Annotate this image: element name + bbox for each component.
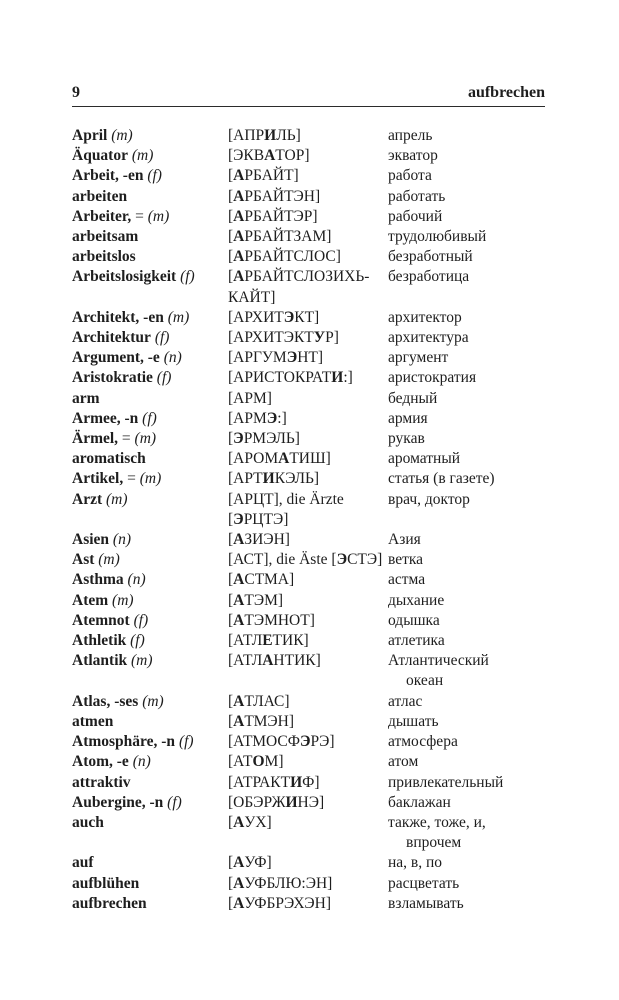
entry-translation: [388, 389, 545, 409]
translation-line: Атлантический: [388, 652, 489, 670]
entry-transcription: [228, 409, 388, 429]
entry-word: arbeitsam: [72, 228, 139, 246]
transcription-line: [АСТМА]: [228, 571, 295, 589]
entry-transcription: [228, 793, 388, 813]
translation-line: также, тоже, и,: [388, 813, 486, 831]
entry-row: [72, 894, 545, 914]
translation-line: взламывать: [388, 894, 464, 912]
entry-transcription: [228, 187, 388, 207]
entry-transcription: [228, 570, 388, 590]
gender-marker: (m): [94, 551, 120, 569]
entry-transcription: [228, 712, 388, 732]
transcription-line: [АРХИТЭКТУР]: [228, 329, 339, 347]
entry-transcription: [228, 227, 388, 247]
entry-translation: [388, 429, 545, 449]
headword: Atmosphäre, -n: [72, 733, 176, 751]
entry-transcription: [228, 631, 388, 651]
translation-line: армия: [388, 409, 428, 427]
entry-translation: [388, 530, 545, 550]
entry-row: [72, 429, 545, 449]
entry-transcription: [228, 267, 388, 307]
entry-translation: [388, 651, 545, 691]
transcription-line: [АРОМАТИШ]: [228, 450, 331, 468]
entry-row: [72, 449, 545, 469]
entry-translation: [388, 166, 545, 186]
headword: Ast: [72, 551, 95, 569]
headword: Atlantik: [72, 652, 128, 670]
translation-line: привлекательный: [388, 773, 504, 791]
translation-line: архитектура: [388, 329, 469, 347]
headword: Aristokratie: [72, 369, 153, 387]
gender-marker: (m): [163, 308, 190, 326]
transcription-line: [АРГУМЭНТ]: [228, 349, 324, 367]
entry-translation: [388, 126, 545, 146]
entry-transcription: [228, 429, 388, 449]
transcription-line: [АРИСТОКРАТИ:]: [228, 369, 353, 387]
entry-word: [72, 368, 228, 388]
entry-row: [72, 813, 545, 853]
gender-marker: (f): [150, 329, 170, 347]
entry-translation: [388, 409, 545, 429]
plural-equals-sign: =: [131, 207, 144, 225]
translation-line: Азия: [388, 531, 421, 549]
translation-line: ароматный: [388, 450, 461, 468]
entry-transcription: [228, 853, 388, 873]
entry-word: [72, 207, 228, 227]
headword: Asthma: [72, 571, 124, 589]
transcription-line: [АТЭМНОТ]: [228, 611, 315, 629]
entry-translation: [388, 732, 545, 752]
headword: Architektur: [72, 329, 151, 347]
entry-transcription: [228, 126, 388, 146]
headword: Ärmel,: [72, 430, 119, 448]
headword: Atemnot: [72, 611, 130, 629]
entry-word: [72, 651, 228, 671]
gender-marker: (m): [138, 692, 164, 710]
entry-translation: [388, 712, 545, 732]
entry-word: [72, 267, 228, 287]
entry-translation: [388, 773, 545, 793]
transcription-line: [АРБАЙТ]: [228, 167, 299, 185]
entry-row: [72, 631, 545, 651]
plural-equals-sign: =: [123, 470, 136, 488]
entry-row: [72, 732, 545, 752]
entry-list: [72, 126, 545, 914]
entry-translation: [388, 328, 545, 348]
entry-translation: [388, 207, 545, 227]
transcription-line: [АТРАКТИФ]: [228, 773, 320, 791]
transcription-line: [АУХ]: [228, 813, 272, 831]
transcription-line: [АТЭМ]: [228, 591, 284, 609]
entry-row: [72, 853, 545, 873]
gender-marker: (n): [159, 349, 182, 367]
entry-translation: [388, 611, 545, 631]
plural-equals-sign: =: [118, 430, 131, 448]
header-rule: [72, 106, 545, 107]
transcription-line: [АЗИЭН]: [228, 531, 290, 549]
translation-line: безработный: [388, 248, 473, 266]
translation-line: архитектор: [388, 308, 462, 326]
entry-word: arbeiten: [72, 187, 128, 205]
headword: Arbeit, -en: [72, 167, 144, 185]
headword: Argument, -e: [72, 349, 160, 367]
entry-translation: [388, 490, 545, 510]
entry-word: [72, 752, 228, 772]
transcription-line: [АРБАЙТЭН]: [228, 187, 321, 205]
translation-line: экватор: [388, 147, 438, 165]
translation-line: трудолюбивый: [388, 228, 487, 246]
entry-row: [72, 651, 545, 691]
gender-marker: (f): [175, 733, 194, 751]
transcription-line: [ЭРМЭЛЬ]: [228, 430, 300, 448]
entry-row: [72, 409, 545, 429]
entry-transcription: [228, 247, 388, 267]
gender-marker: (n): [128, 753, 151, 771]
transcription-line: [АУФБЛЮ:ЭН]: [228, 874, 333, 892]
headword: Arbeiter,: [72, 207, 132, 225]
gender-marker: (f): [143, 167, 162, 185]
headword: Atem: [72, 591, 109, 609]
entry-word: [72, 348, 228, 368]
entry-word: aufbrechen: [72, 894, 147, 912]
entry-row: [72, 712, 545, 732]
transcription-line: [АТЛАНТИК]: [228, 652, 321, 670]
translation-line: впрочем: [406, 834, 462, 852]
headword: Athletik: [72, 632, 127, 650]
entry-word: [72, 793, 228, 813]
entry-transcription: [228, 651, 388, 671]
entry-word: auf: [72, 854, 94, 872]
translation-line: астма: [388, 571, 426, 589]
entry-translation: [388, 449, 545, 469]
gender-marker: (f): [163, 793, 182, 811]
translation-line: рабочий: [388, 207, 443, 225]
entry-transcription: [228, 348, 388, 368]
entry-translation: [388, 368, 545, 388]
entry-translation: [388, 267, 545, 287]
entry-transcription: [228, 308, 388, 328]
headword: Architekt, -en: [72, 308, 164, 326]
translation-line: апрель: [388, 127, 433, 144]
entry-row: [72, 591, 545, 611]
gender-marker: (m): [135, 470, 162, 488]
entry-row: [72, 187, 545, 207]
entry-transcription: [228, 207, 388, 227]
entry-row: [72, 793, 545, 813]
entry-word: [72, 146, 228, 166]
entry-transcription: [228, 368, 388, 388]
entry-word: [72, 631, 228, 651]
entry-word: [72, 611, 228, 631]
headword: Atom, -e: [72, 753, 129, 771]
entry-transcription: [228, 894, 388, 914]
entry-transcription: [228, 146, 388, 166]
entry-row: [72, 126, 545, 146]
entry-row: [72, 692, 545, 712]
gender-marker: (n): [123, 571, 146, 589]
transcription-line: КАЙТ]: [228, 288, 276, 306]
transcription-line: [АРТИКЭЛЬ]: [228, 470, 320, 488]
entry-word: [72, 328, 228, 348]
entry-word: aufblühen: [72, 874, 140, 892]
transcription-line: [АРБАЙТЭР]: [228, 207, 318, 225]
entry-translation: [388, 348, 545, 368]
entry-translation: [388, 308, 545, 328]
entry-transcription: [228, 813, 388, 833]
entry-translation: [388, 550, 545, 570]
entry-word: attraktiv: [72, 773, 131, 791]
entry-word: [72, 429, 228, 449]
translation-line: аристократия: [388, 369, 477, 387]
translation-line: рукав: [388, 430, 425, 448]
entry-row: [72, 348, 545, 368]
translation-line: атом: [388, 753, 419, 771]
gender-marker: (f): [126, 632, 145, 650]
entry-transcription: [228, 530, 388, 550]
entry-row: [72, 550, 545, 570]
entry-word: [72, 490, 228, 510]
entry-word: [72, 126, 228, 146]
translation-line: расцветать: [388, 874, 460, 892]
entry-row: [72, 570, 545, 590]
entry-transcription: [228, 732, 388, 752]
gender-marker: (m): [130, 430, 157, 448]
entry-translation: [388, 793, 545, 813]
entry-row: [72, 469, 545, 489]
entry-word: arm: [72, 389, 100, 407]
entry-transcription: [228, 874, 388, 894]
transcription-line: [АРЦТ], die Ärzte: [228, 490, 344, 508]
entry-translation: [388, 227, 545, 247]
transcription-line: [АРБАЙТЗАМ]: [228, 228, 332, 246]
entry-translation: [388, 853, 545, 873]
entry-row: [72, 308, 545, 328]
headword: Asien: [72, 531, 110, 549]
entry-translation: [388, 692, 545, 712]
headword: Arbeitslosigkeit: [72, 268, 177, 286]
entry-word: auch: [72, 813, 104, 831]
translation-line: атлас: [388, 692, 423, 710]
transcription-line: [АПРИЛЬ]: [228, 127, 301, 144]
translation-line: статья (в газете): [388, 470, 495, 488]
entry-translation: [388, 247, 545, 267]
entry-translation: [388, 591, 545, 611]
translation-line: океан: [406, 672, 444, 690]
transcription-line: [АРХИТЭКТ]: [228, 308, 320, 326]
headword: Arzt: [72, 490, 103, 508]
entry-translation: [388, 570, 545, 590]
headword: Aubergine, -n: [72, 793, 164, 811]
entry-transcription: [228, 490, 388, 530]
entry-word: [72, 530, 228, 550]
entry-transcription: [228, 692, 388, 712]
translation-line: одышка: [388, 611, 440, 629]
entry-row: [72, 773, 545, 793]
transcription-line: [ЭКВАТОР]: [228, 147, 310, 165]
entry-translation: [388, 187, 545, 207]
translation-line: дыхание: [388, 591, 445, 609]
entry-transcription: [228, 773, 388, 793]
translation-line: дышать: [388, 712, 439, 730]
gender-marker: (m): [107, 127, 133, 144]
gender-marker: (m): [108, 591, 134, 609]
entry-row: [72, 530, 545, 550]
entry-transcription: [228, 469, 388, 489]
entry-translation: [388, 813, 545, 853]
entry-translation: [388, 874, 545, 894]
translation-line: работать: [388, 187, 446, 205]
entry-word: [72, 409, 228, 429]
page-number: 9: [72, 84, 80, 101]
entry-word: atmen: [72, 712, 114, 730]
transcription-line: [АРБАЙТСЛОЗИХЬ-: [228, 268, 370, 286]
entry-translation: [388, 469, 545, 489]
entry-row: [72, 207, 545, 227]
gender-marker: (f): [152, 369, 172, 387]
entry-translation: [388, 894, 545, 914]
headword: Atlas, -ses: [72, 692, 139, 710]
entry-word: [72, 469, 228, 489]
transcription-line: [АРМ]: [228, 389, 272, 407]
entry-row: [72, 874, 545, 894]
entry-transcription: [228, 449, 388, 469]
transcription-line: [АРБАЙТСЛОС]: [228, 248, 341, 266]
entry-row: [72, 389, 545, 409]
header-keyword: aufbrechen: [467, 84, 545, 101]
entry-translation: [388, 631, 545, 651]
translation-line: ветка: [388, 551, 424, 569]
gender-marker: (n): [109, 531, 131, 549]
entry-row: [72, 368, 545, 388]
transcription-line: [АУФБРЭХЭН]: [228, 894, 331, 912]
transcription-line: [АТМОСФЭРЭ]: [228, 733, 335, 751]
entry-row: [72, 247, 545, 267]
transcription-line: [АТЛЕТИК]: [228, 632, 309, 650]
entry-row: [72, 227, 545, 247]
entry-word: [72, 166, 228, 186]
gender-marker: (f): [176, 268, 195, 286]
gender-marker: (m): [143, 207, 170, 225]
transcription-line: [АСТ], die Äste [ЭСТЭ]: [228, 551, 383, 569]
gender-marker: (m): [127, 652, 153, 670]
transcription-line: [АУФ]: [228, 854, 272, 872]
transcription-line: [АТОМ]: [228, 753, 284, 771]
headword: Artikel,: [72, 470, 124, 488]
entry-row: [72, 490, 545, 530]
gender-marker: (m): [102, 490, 128, 508]
headword: Äquator: [72, 147, 128, 165]
headword: Armee, -n: [72, 409, 139, 427]
page-header: [72, 85, 545, 101]
entry-transcription: [228, 550, 388, 570]
entry-transcription: [228, 611, 388, 631]
entry-row: [72, 267, 545, 307]
transcription-line: [АРМЭ:]: [228, 409, 287, 427]
entry-transcription: [228, 752, 388, 772]
entry-row: [72, 752, 545, 772]
entry-row: [72, 611, 545, 631]
entry-transcription: [228, 328, 388, 348]
transcription-line: [ОБЭРЖИНЭ]: [228, 793, 325, 811]
translation-line: на, в, по: [388, 854, 443, 872]
gender-marker: (f): [129, 611, 149, 629]
transcription-line: [ЭРЦТЭ]: [228, 510, 289, 528]
translation-line: врач, доктор: [388, 490, 470, 508]
entry-transcription: [228, 166, 388, 186]
entry-translation: [388, 146, 545, 166]
entry-translation: [388, 752, 545, 772]
transcription-line: [АТМЭН]: [228, 712, 295, 730]
translation-line: баклажан: [388, 793, 451, 811]
entry-transcription: [228, 591, 388, 611]
headword: April: [72, 127, 108, 144]
gender-marker: (m): [127, 147, 154, 165]
entry-word: [72, 732, 228, 752]
translation-line: атмосфера: [388, 733, 458, 751]
translation-line: безработица: [388, 268, 470, 286]
entry-word: [72, 308, 228, 328]
entry-word: aromatisch: [72, 450, 146, 468]
entry-word: [72, 692, 228, 712]
translation-line: бедный: [388, 389, 438, 407]
entry-row: [72, 166, 545, 186]
entry-word: [72, 550, 228, 570]
entry-word: [72, 591, 228, 611]
entry-word: arbeitslos: [72, 248, 136, 266]
gender-marker: (f): [138, 409, 157, 427]
entry-row: [72, 146, 545, 166]
translation-line: работа: [388, 167, 432, 185]
translation-line: аргумент: [388, 349, 449, 367]
transcription-line: [АТЛАС]: [228, 692, 290, 710]
entry-word: [72, 570, 228, 590]
entry-transcription: [228, 389, 388, 409]
entry-row: [72, 328, 545, 348]
translation-line: атлетика: [388, 632, 445, 650]
